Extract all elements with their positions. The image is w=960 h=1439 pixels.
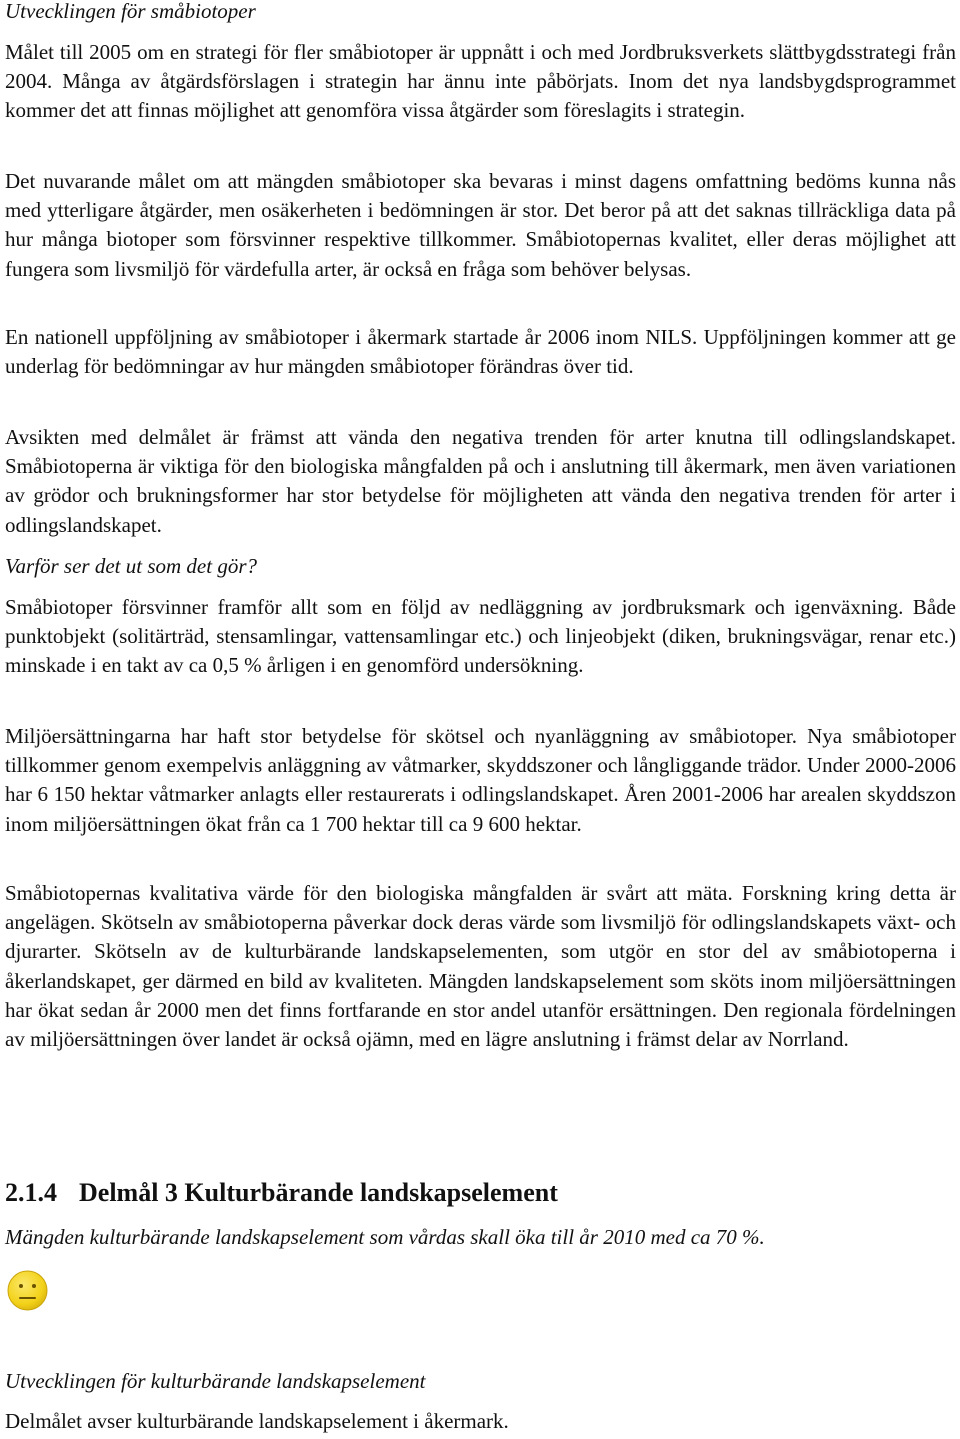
paragraph: Småbiotopernas kvalitativa värde för den biologiska mångfalden är svårt att mäta. Forskning kring detta är angelägen. Skötseln av småbiotoperna påverkar dock deras värde som livsmiljö för odlingslandskapets växt- och djurarter. Skötseln av de kulturbärande landskapselementen, som utgör en stor del av småbiotoperna i åkerlandskapet, ger därmed en bild av kvaliteten. Mängden landskapselement som sköts inom miljöersättningen har ökat sedan år 2000 men det finns fortfarande en stor andel utanför ersättningen. Den regionala fördelningen av miljöersättningen över landet är också ojämn, med en lägre anslutning i främst delar av Norrland.: [5, 881, 956, 1052]
paragraph: Miljöersättningarna har haft stor betydelse för skötsel och nyanläggning av småbiotoper. Nya småbiotoper tillkommer genom exempelvis anläggning av våtmarker, skyddszoner och långliggande trädor. Under 2000-2006 har 6 150 hektar våtmarker anlagts eller restaurerats i odlingslandskapet. Åren 2001-2006 har arealen skyddszon inom miljöersättningen ökat från ca 1 700 hektar till ca 9 600 hektar.: [5, 724, 956, 836]
paragraph: Det nuvarande målet om att mängden småbiotoper ska bevaras i minst dagens omfattning bedöms kunna nås med ytterligare åtgärder, men osäkerheten i bedömningen är stor. Det beror på att det saknas tillräckliga data på hur många biotoper som försvinner respektive tillkommer. Småbiotopernas kvalitet, eller deras möjlighet att fungera som livsmiljö för värdefulla arter, är också en fråga som behöver belysas.: [5, 169, 956, 281]
paragraph: Målet till 2005 om en strategi för fler småbiotoper är uppnått i och med Jordbruksverkets slättbygdsstrategi från 2004. Många av åtgärdsförslagen i strategin har ännu inte påbörjats. Inom det nya landsbygdsprogrammet kommer det att finnas möjlighet att genomföra vissa åtgärder som föreslagits i strategin.: [5, 40, 956, 123]
section-title: Delmål 3 Kulturbärande landskapselement: [79, 1178, 558, 1207]
section-number: 2.1.4: [5, 1178, 57, 1207]
section-heading-2-1-4: [5, 1176, 558, 1210]
goal-statement: Mängden kulturbärande landskapselement som vårdas skall öka till år 2010 med ca 70 %.: [5, 1225, 765, 1249]
paragraph: Delmålet avser kulturbärande landskapselement i åkermark.: [5, 1409, 509, 1433]
section-heading-why: Varför ser det ut som det gör?: [5, 554, 257, 578]
section-heading-small-biotopes: Utvecklingen för småbiotoper: [5, 0, 256, 23]
paragraph: Avsikten med delmålet är främst att vända den negativa trenden för arter knutna till odlingslandskapet. Småbiotoperna är viktiga för den biologiska mångfalden på och i anslutning till åkermark, men även variationen av grödor och brukningsformer har stor betydelse för möjligheten att vända den negativa trenden för arter i odlingslandskapet.: [5, 425, 956, 537]
paragraph: En nationell uppföljning av småbiotoper i åkermark startade år 2006 inom NILS. Uppföljningen kommer att ge underlag för bedömningar av hur mängden småbiotoper förändras över tid.: [5, 325, 956, 379]
neutral-face-icon: [7, 1270, 48, 1311]
section-heading-cultural: Utvecklingen för kulturbärande landskapselement: [5, 1369, 426, 1393]
paragraph: Småbiotoper försvinner framför allt som en följd av nedläggning av jordbruksmark och igenväxning. Både punktobjekt (solitärträd, stensamlingar, vattensamlingar etc.) och linjeobjekt (diken, brukningsvägar, renar etc.) minskade i en takt av ca 0,5 % årligen i en genomförd undersökning.: [5, 595, 956, 678]
